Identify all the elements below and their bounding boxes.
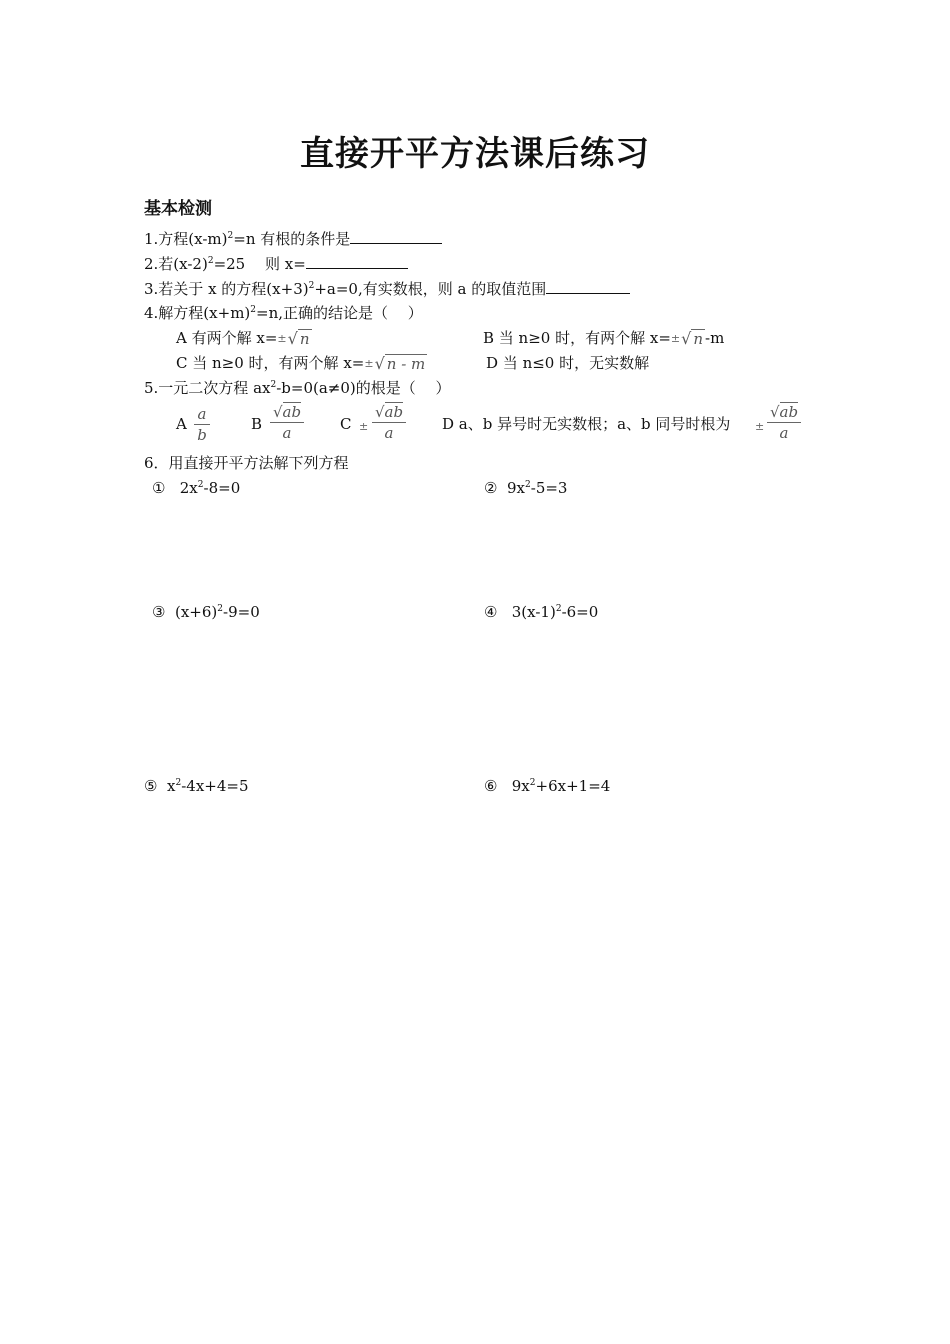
question-3	[144, 279, 630, 299]
page-title: 直接开平方法课后练习	[300, 134, 650, 174]
denominator: a	[779, 424, 789, 442]
option-b-text: B 当 n≥0 时，有两个解 x=	[483, 329, 671, 347]
plus-minus-sign: ±	[364, 357, 374, 370]
problem-label: ④	[484, 603, 498, 621]
problem-expr: 9x	[511, 777, 530, 795]
square-root: √ n - m	[374, 354, 426, 373]
numerator: √ab	[272, 403, 302, 421]
question-2-text: 2.若(x-2)	[144, 255, 208, 273]
problem-4: ④ $3(x-1)^2-6=0$	[484, 603, 599, 621]
denominator: a	[282, 424, 292, 442]
denominator: b	[197, 426, 207, 444]
fraction-bar	[270, 422, 304, 423]
question-1-rest: =n 有根的条件是	[233, 230, 351, 248]
fraction-a-over-b	[194, 405, 210, 444]
fraction-sqrt-ab-over-a	[372, 403, 406, 442]
question-5-option-a-label[interactable]: A	[176, 415, 187, 433]
radicand: n - m	[386, 355, 426, 373]
question-4	[144, 303, 423, 323]
question-5-text: 5.一元二次方程 ax	[144, 379, 271, 397]
section-heading: 基本检测	[144, 199, 212, 219]
question-2	[144, 254, 408, 274]
problem-1: ① $2x^2-8=0$	[152, 479, 241, 497]
answer-blank-1[interactable]	[350, 229, 442, 244]
question-3-rest: +a=0,有实数根，则 a 的取值范围	[314, 280, 547, 298]
question-3-text: 3.若关于 x 的方程(x+3)	[144, 280, 309, 298]
question-6: 6．用直接开平方法解下列方程	[144, 454, 349, 472]
fraction-sqrt-ab-over-a	[270, 403, 304, 442]
problem-label: ①	[152, 479, 166, 497]
question-4-option-a[interactable]	[176, 328, 312, 349]
question-4-text: 4.解方程(x+m)	[144, 304, 251, 322]
question-5-option-b-label[interactable]: B	[251, 415, 263, 433]
problem-expr: 3(x-1)	[511, 603, 556, 621]
radicand: n	[693, 330, 703, 348]
question-5	[144, 378, 451, 398]
problem-5: ⑤ $x^2-4x+4=5$	[144, 777, 249, 795]
square-root: √ n	[681, 329, 703, 348]
fraction-bar	[194, 424, 210, 425]
problem-expr: 2x	[179, 479, 198, 497]
question-5-option-c-label[interactable]: C	[340, 415, 352, 433]
answer-blank-2[interactable]	[306, 254, 408, 269]
question-4-exponent: 2	[250, 305, 257, 315]
fraction-bar	[372, 422, 406, 423]
question-4-option-c[interactable]	[176, 353, 427, 374]
question-4-option-d[interactable]: D 当 n≤0 时，无实数解	[486, 354, 650, 372]
question-5-exponent: 2	[270, 380, 277, 390]
question-5-option-d-label[interactable]: D a、b 异号时无实数根；a、b 同号时根为	[442, 415, 731, 433]
problem-3: ③ $(x+6)^2-9=0$	[152, 603, 260, 621]
plus-minus-sign: ±	[755, 420, 765, 433]
question-2-exponent: 2	[207, 256, 214, 266]
denominator: a	[384, 424, 394, 442]
problem-label: ②	[484, 479, 498, 497]
radicand: n	[299, 330, 310, 348]
option-a-text: A 有两个解 x=	[176, 329, 278, 347]
fraction-bar	[767, 422, 801, 423]
question-1-text: 1.方程(x-m)	[144, 230, 228, 248]
plus-minus-sign: ±	[670, 332, 681, 345]
question-1-exponent: 2	[227, 231, 234, 241]
option-b-tail: -m	[705, 329, 725, 347]
problem-expr: 9x	[507, 479, 526, 497]
numerator: √ab	[769, 403, 799, 421]
square-root: √ n	[287, 329, 310, 348]
question-3-exponent: 2	[308, 281, 315, 291]
problem-6: ⑥ $9x^2+6x+1=4$	[484, 777, 611, 795]
problem-label: ③	[152, 603, 166, 621]
problem-expr: (x+6)	[175, 603, 218, 621]
question-1	[144, 229, 442, 249]
problem-2: ② $9x^2-5=3$	[484, 479, 568, 497]
fraction-sqrt-ab-over-a	[767, 403, 801, 442]
problem-label: ⑥	[484, 777, 498, 795]
option-c-text: C 当 n≥0 时，有两个解 x=	[176, 354, 365, 372]
question-4-option-b[interactable]	[483, 328, 724, 349]
question-5-rest: -b=0(a≠0)的根是（ ）	[276, 379, 451, 397]
numerator: √ab	[374, 403, 404, 421]
question-4-rest: =n,正确的结论是（ ）	[256, 304, 423, 322]
question-2-rest: =25 则 x=	[213, 255, 306, 273]
problem-expr: x	[167, 777, 176, 795]
plus-minus-sign: ±	[277, 332, 287, 345]
numerator: a	[197, 405, 207, 423]
plus-minus-sign: ±	[359, 420, 369, 433]
answer-blank-3[interactable]	[546, 279, 630, 294]
problem-label: ⑤	[144, 777, 158, 795]
